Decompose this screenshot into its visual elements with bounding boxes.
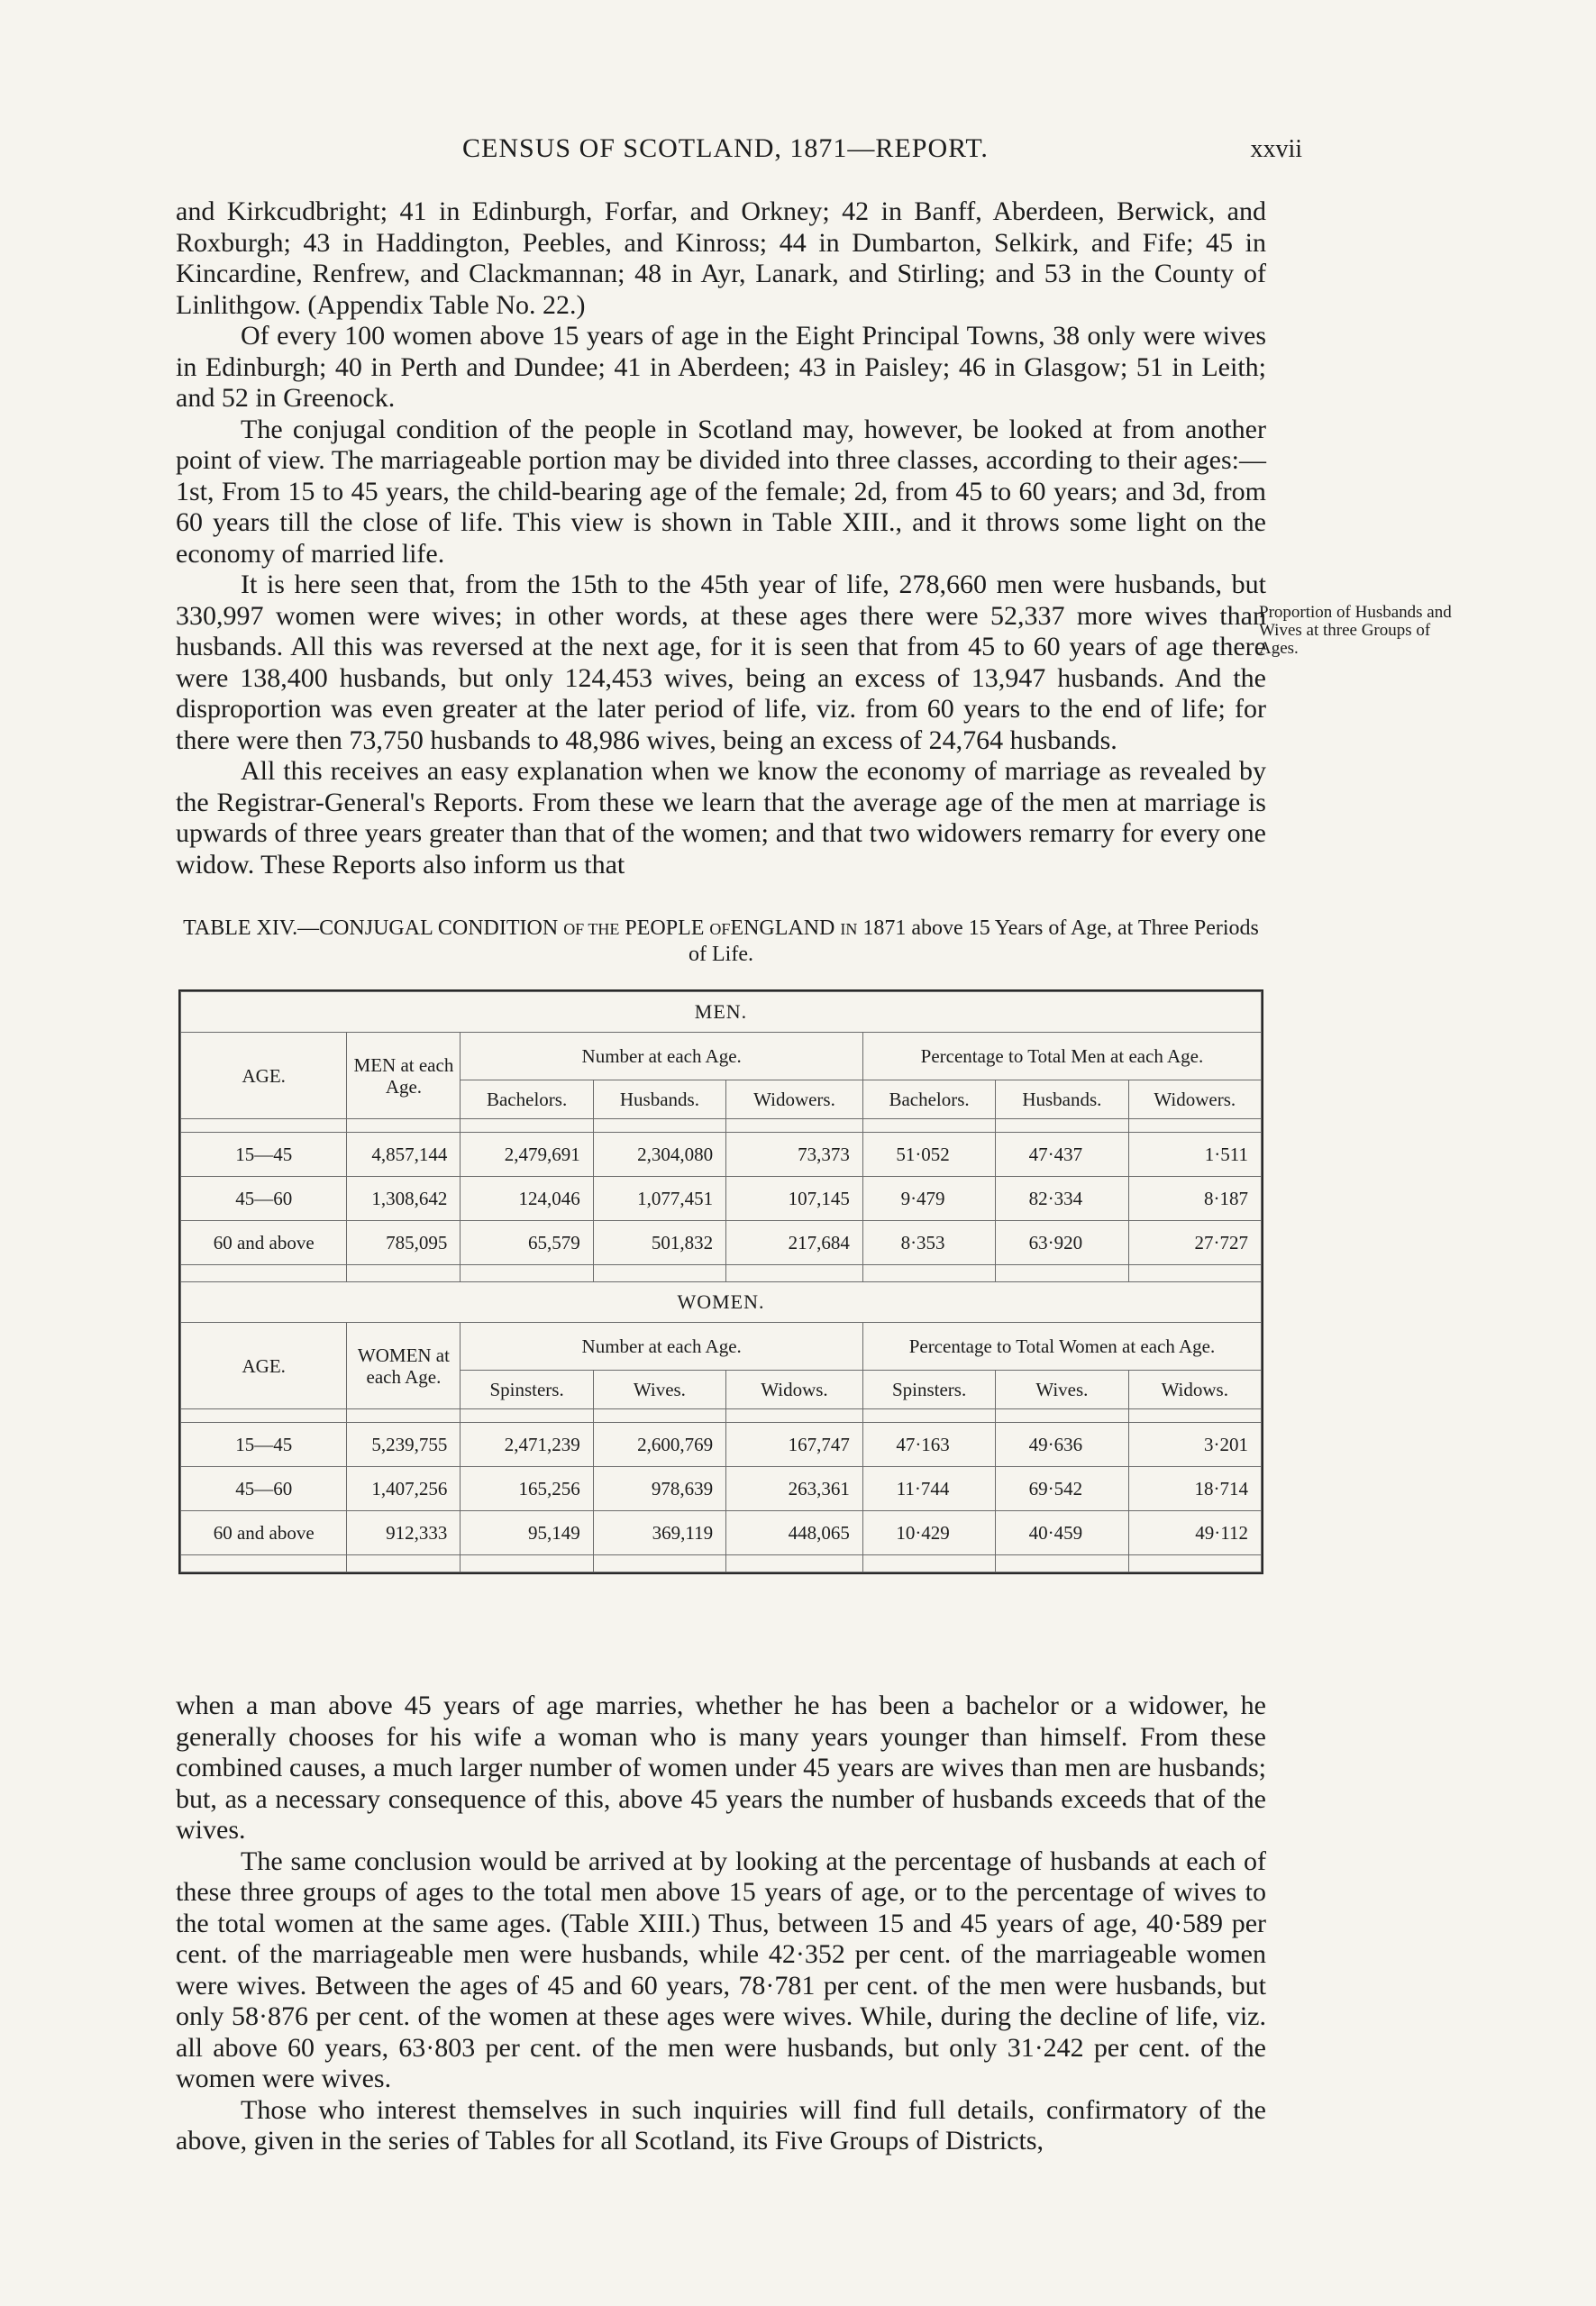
men-percentage-group-header: Percentage to Total Men at each Age. — [862, 1033, 1261, 1080]
caption-of: OF — [709, 920, 731, 938]
body-text-top — [176, 196, 1266, 880]
age-cell: 15—45 — [181, 1423, 347, 1467]
women-section-header — [181, 1282, 1262, 1323]
caption-of-the: OF THE — [563, 920, 620, 938]
caption-people: PEOPLE — [625, 916, 705, 940]
table-row — [181, 1177, 1262, 1221]
percentage-cell: 63·920 — [996, 1221, 1128, 1265]
census-table — [180, 991, 1262, 1572]
column-header: Husbands. — [996, 1080, 1128, 1119]
table-row — [181, 1423, 1262, 1467]
percentage-cell: 18·714 — [1128, 1467, 1261, 1511]
total-cell: 1,407,256 — [347, 1467, 461, 1511]
number-cell: 107,145 — [726, 1177, 863, 1221]
percentage-cell: 27·727 — [1128, 1221, 1261, 1265]
women-number-group-header: Number at each Age. — [461, 1323, 862, 1371]
percentage-cell: 69·542 — [996, 1467, 1128, 1511]
total-cell: 912,333 — [347, 1511, 461, 1555]
number-cell: 448,065 — [726, 1511, 863, 1555]
number-cell: 167,747 — [726, 1423, 863, 1467]
men-total-header: MEN at each Age. — [347, 1033, 461, 1119]
table-row — [181, 1467, 1262, 1511]
column-header: Husbands. — [593, 1080, 725, 1119]
number-cell: 263,361 — [726, 1467, 863, 1511]
table-caption — [176, 916, 1266, 967]
percentage-cell: 10·429 — [862, 1511, 995, 1555]
paragraph: The conjugal condition of the people in Scotland may, however, be looked at from another point of view. The marriageable portion may be divided into three classes, according to their ages:—1st, From 15 to 45 years, the child-bearing age of the female; 2d, from 45 to 60 years; and 3d, from 60 years till the close of life. This view is shown in Table XIII., and it throws some light on the economy of married life. — [176, 414, 1266, 569]
age-cell: 15—45 — [181, 1133, 347, 1177]
women-header-row — [181, 1323, 1262, 1371]
number-cell: 2,471,239 — [461, 1423, 593, 1467]
paragraph: It is here seen that, from the 15th to the 45th year of life, 278,660 men were husbands, but 330,997 women were wives; in other words, at these ages there were 52,337 more wives than husbands. All this was reversed at the next age, for it is seen that from 45 to 60 years of age there were 138,400 husbands, but only 124,453 wives, being an excess of 13,947 husbands. And the disproportion was even greater at the later period of life, viz. from 60 years to the end of life; for there were then 73,750 husbands to 48,986 wives, being an excess of 24,764 husbands. — [176, 570, 1266, 755]
percentage-cell: 49·112 — [1128, 1511, 1261, 1555]
column-header: Bachelors. — [461, 1080, 593, 1119]
paragraph: Of every 100 women above 15 years of age in the Eight Principal Towns, 38 only were wives in Edinburgh; 40 in Perth and Dundee; 41 in Aberdeen; 43 in Paisley; 46 in Glasgow; 51 in Leith; and 52 in Greenock. — [176, 321, 1266, 413]
men-section-title: MEN. — [181, 992, 1262, 1033]
women-total-header: WOMEN at each Age. — [347, 1323, 461, 1409]
column-header: Widowers. — [1128, 1080, 1261, 1119]
column-header: Wives. — [996, 1371, 1128, 1409]
table-row — [181, 1221, 1262, 1265]
page-number: xxvii — [1250, 135, 1302, 163]
percentage-cell: 47·437 — [996, 1133, 1128, 1177]
column-header: Spinsters. — [862, 1371, 995, 1409]
men-header-row — [181, 1033, 1262, 1080]
number-cell: 2,600,769 — [593, 1423, 725, 1467]
total-cell: 785,095 — [347, 1221, 461, 1265]
percentage-cell: 9·479 — [862, 1177, 995, 1221]
number-cell: 217,684 — [726, 1221, 863, 1265]
column-header: Widows. — [1128, 1371, 1261, 1409]
number-cell: 2,479,691 — [461, 1133, 593, 1177]
number-cell: 501,832 — [593, 1221, 725, 1265]
caption-in: IN — [840, 920, 858, 938]
percentage-cell: 51·052 — [862, 1133, 995, 1177]
paragraph: All this receives an easy explanation when we know the economy of marriage as revealed by the Registrar-General's Reports. From these we learn that the average age of the men at marriage is upwards of three years greater than that of the women; and that two widowers remarry for every one widow. These Reports also inform us that — [176, 756, 1266, 880]
percentage-cell: 11·744 — [862, 1467, 995, 1511]
number-cell: 369,119 — [593, 1511, 725, 1555]
women-percentage-group-header: Percentage to Total Women at each Age. — [862, 1323, 1261, 1371]
conjugal-condition-table — [178, 989, 1263, 1574]
caption-suffix: 1871 above 15 Years of Age, at Three Periods of Life. — [689, 916, 1259, 966]
age-cell: 45—60 — [181, 1467, 347, 1511]
percentage-cell: 40·459 — [996, 1511, 1128, 1555]
paragraph: Those who interest themselves in such inquiries will find full details, confirmatory of the above, given in the series of Tables for all Scotland, its Five Groups of Districts, — [176, 2094, 1266, 2156]
table-row — [181, 1511, 1262, 1555]
age-cell: 45—60 — [181, 1177, 347, 1221]
column-header: Spinsters. — [461, 1371, 593, 1409]
women-age-header: AGE. — [181, 1323, 347, 1409]
age-cell: 60 and above — [181, 1221, 347, 1265]
body-text-bottom — [176, 1691, 1266, 2157]
percentage-cell: 8·187 — [1128, 1177, 1261, 1221]
number-cell: 1,077,451 — [593, 1177, 725, 1221]
men-age-header: AGE. — [181, 1033, 347, 1119]
percentage-cell: 8·353 — [862, 1221, 995, 1265]
total-cell: 1,308,642 — [347, 1177, 461, 1221]
men-number-group-header: Number at each Age. — [461, 1033, 862, 1080]
caption-england: ENGLAND — [730, 916, 835, 940]
number-cell: 95,149 — [461, 1511, 593, 1555]
age-cell: 60 and above — [181, 1511, 347, 1555]
running-header-title: CENSUS OF SCOTLAND, 1871—REPORT. — [462, 133, 989, 163]
paragraph: when a man above 45 years of age marries, whether he has been a bachelor or a widower, he generally chooses for his wife a woman who is many years younger than himself. From these combined causes, a much larger number of women under 45 years are wives than men are husbands; but, as a necessary consequence of this, above 45 years the number of husbands exceeds that of the wives. — [176, 1691, 1266, 1845]
percentage-cell: 49·636 — [996, 1423, 1128, 1467]
number-cell: 2,304,080 — [593, 1133, 725, 1177]
women-section-title: WOMEN. — [181, 1282, 1262, 1323]
column-header: Widows. — [726, 1371, 863, 1409]
total-cell: 5,239,755 — [347, 1423, 461, 1467]
percentage-cell: 47·163 — [862, 1423, 995, 1467]
paragraph: The same conclusion would be arrived at by looking at the percentage of husbands at each of these three groups of ages to the total men above 15 years of age, or to the percentage of wives to the total women at the same ages. (Table XIII.) Thus, between 15 and 45 years of age, 40·589 per cent. of the marriageable men were husbands, while 42·352 per cent. of the marriageable women were wives. Between the ages of 45 and 60 years, 78·781 per cent. of the men were husbands, but only 58·876 per cent. of the women at these ages were wives. While, during the decline of life, viz. all above 60 years, 63·803 per cent. of the men were husbands, but only 31·242 per cent. of the women were wives. — [176, 1846, 1266, 2093]
number-cell: 124,046 — [461, 1177, 593, 1221]
number-cell: 165,256 — [461, 1467, 593, 1511]
number-cell: 65,579 — [461, 1221, 593, 1265]
table-row — [181, 1133, 1262, 1177]
caption-prefix: TABLE XIV.—CONJUGAL CONDITION — [183, 916, 559, 940]
total-cell: 4,857,144 — [347, 1133, 461, 1177]
percentage-cell: 3·201 — [1128, 1423, 1261, 1467]
column-header: Wives. — [593, 1371, 725, 1409]
number-cell: 73,373 — [726, 1133, 863, 1177]
percentage-cell: 82·334 — [996, 1177, 1128, 1221]
men-section-header — [181, 992, 1262, 1033]
percentage-cell: 1·511 — [1128, 1133, 1261, 1177]
column-header: Bachelors. — [862, 1080, 995, 1119]
margin-note: Proportion of Husbands and Wives at three Groups of Ages. — [1259, 603, 1452, 658]
column-header: Widowers. — [726, 1080, 863, 1119]
number-cell: 978,639 — [593, 1467, 725, 1511]
paragraph: and Kirkcudbright; 41 in Edinburgh, Forfar, and Orkney; 42 in Banff, Aberdeen, Berwick, and Roxburgh; 43 in Haddington, Peebles, and Kinross; 44 in Dumbarton, Selkirk, and Fife; 45 in Kincardine, Renfrew, and Clackmannan; 48 in Ayr, Lanark, and Stirling; and 53 in the County of Linlithgow. (Appendix Table No. 22.) — [176, 196, 1266, 320]
